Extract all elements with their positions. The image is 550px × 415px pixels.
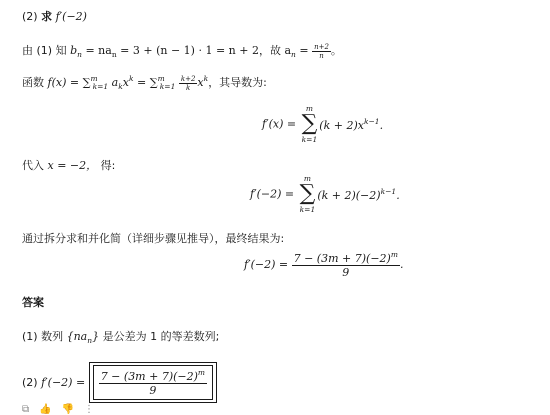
equation-derivative bbox=[262, 104, 383, 144]
paragraph-simplify bbox=[22, 230, 284, 246]
p1-mid: = $na_n$ bbox=[85, 44, 117, 59]
p4-text: 通过拆分求和并化简（详细步骤见推导），最终结果为: bbox=[22, 232, 285, 245]
p3-tail: 得: bbox=[100, 159, 116, 172]
p1-lead: 由 (1) 知 bbox=[22, 44, 67, 57]
thumbs-down-icon[interactable]: 👎 bbox=[61, 404, 75, 415]
a2-lhs: f′(−2) = bbox=[41, 376, 86, 389]
answer-heading-text: 答案 bbox=[22, 296, 44, 309]
p2-term1: $a_kx^k$ bbox=[111, 74, 134, 91]
p1-eq2: = bbox=[299, 44, 309, 57]
p2-eq: = bbox=[137, 76, 147, 89]
eq2-rhs: $(k + 2)(-2)^{k-1}$. bbox=[317, 186, 400, 202]
p3-expr: x = −2， bbox=[47, 159, 98, 172]
small-sum-2: ∑$^m_{k=1}$ bbox=[149, 74, 176, 91]
b-n-symbol: $b_n$ bbox=[70, 44, 82, 59]
paragraph-bn: 由 (1) 知 $b_n = na_n = 3 + (n - 1) \cdot 1 = n + 2$，故 $a_n$ = $\frac{n+2}{n}$ 。 bbox=[22, 42, 342, 60]
p3-text: 代入 bbox=[22, 159, 44, 172]
part-keyword: 求 bbox=[41, 10, 53, 23]
p1-rest: = 3 + (n − 1) · 1 = n + 2，故 a bbox=[120, 44, 292, 57]
a1-lead: (1) 数列 bbox=[22, 330, 64, 343]
p2-term2: $x^k$ bbox=[197, 74, 209, 89]
result-fraction: $\frac{7 - (3m + 7)(-2)^m}{9}$ bbox=[293, 250, 398, 279]
p2-fraction: $\frac{k+2}{k}$ bbox=[180, 74, 196, 92]
part-label: (2) bbox=[22, 10, 38, 23]
a2-lead: (2) bbox=[22, 376, 38, 389]
p2-lead: 函数 bbox=[22, 76, 44, 89]
copy-icon[interactable]: ⧉ bbox=[22, 404, 30, 415]
answer-heading bbox=[22, 294, 44, 310]
a1-tail: 是公差为 1 的等差数列; bbox=[102, 330, 220, 343]
equation-substituted bbox=[250, 174, 400, 214]
thumbs-up-icon[interactable]: 👍 bbox=[39, 404, 52, 415]
paragraph-function bbox=[22, 74, 267, 92]
part-2-heading bbox=[22, 8, 87, 24]
message-toolbar bbox=[22, 404, 94, 415]
eq3-lhs: f′(−2) = bbox=[244, 258, 289, 271]
sum-operator: m ∑ k=1 bbox=[299, 174, 316, 214]
part-expr: f′(−2) bbox=[55, 10, 87, 23]
a1-set: $\{na_n\}$ bbox=[66, 330, 100, 345]
p1-tail: 。 bbox=[330, 44, 342, 57]
eq1-lhs: f′(x) = bbox=[262, 117, 297, 131]
paragraph-substitute bbox=[22, 157, 115, 173]
answer-part-1 bbox=[22, 328, 219, 345]
boxed-answer bbox=[89, 362, 217, 403]
p2-tail: ，其导数为: bbox=[208, 76, 267, 89]
sum-operator: m ∑ k=1 bbox=[301, 104, 318, 144]
answer-part-2 bbox=[22, 362, 217, 403]
boxed-fraction: $\frac{7 - (3m + 7)(-2)^m}{9}$ bbox=[100, 368, 206, 397]
p2-fx: f(x) = bbox=[47, 76, 80, 89]
eq1-rhs: $(k + 2)x^{k-1}$. bbox=[319, 116, 384, 132]
eq3-tail: . bbox=[399, 258, 404, 271]
more-icon[interactable]: ⋮ bbox=[84, 404, 95, 415]
eq2-lhs: f′(−2) = bbox=[250, 187, 295, 201]
equation-result bbox=[244, 250, 403, 279]
small-sum-1: ∑$^m_{k=1}$ bbox=[82, 74, 109, 91]
an-fraction: $\frac{n+2}{n}$ bbox=[314, 42, 329, 60]
